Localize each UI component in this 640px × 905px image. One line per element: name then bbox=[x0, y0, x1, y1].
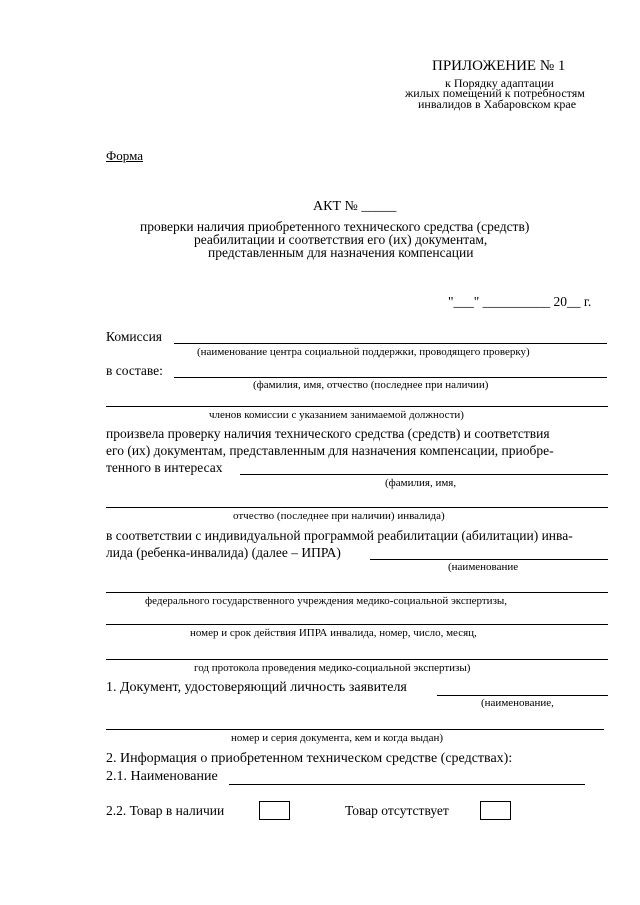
composition-caption: (фамилия, имя, отчество (последнее при наличии) bbox=[253, 379, 489, 391]
name-input-line[interactable] bbox=[229, 784, 585, 785]
ipra-caption-2: федерального государственного учреждения медико-социальной экспертизы, bbox=[145, 595, 508, 607]
ipra-text-line-2: лида (ребенка-инвалида) (далее – ИПРА) bbox=[106, 545, 341, 560]
document-input-line[interactable] bbox=[437, 695, 608, 696]
ipra-caption-1: (наименование bbox=[448, 561, 519, 573]
appendix-line-2: жилых помещений к потребностям bbox=[405, 86, 585, 100]
appendix-line-1: к Порядку адаптации bbox=[445, 76, 554, 90]
in-stock-checkbox[interactable] bbox=[259, 801, 290, 820]
act-date-field[interactable]: "___" __________ 20__ г. bbox=[448, 294, 592, 309]
ipra-caption-3: номер и срок действия ИПРА инвалида, номер, число, месяц, bbox=[190, 627, 477, 639]
composition-input-line[interactable] bbox=[174, 377, 607, 378]
form-label: Форма bbox=[106, 148, 143, 163]
ipra-caption-4: год протокола проведения медико-социальной экспертизы) bbox=[194, 662, 471, 674]
commission-caption: (наименование центра социальной поддержки, проводящего проверку) bbox=[197, 346, 530, 358]
in-stock-label: 2.2. Товар в наличии bbox=[106, 803, 225, 818]
name-label: 2.1. Наименование bbox=[106, 769, 218, 784]
ipra-input-line-2[interactable] bbox=[106, 592, 608, 593]
beneficiary-caption-2: отчество (последнее при наличии) инвалида) bbox=[233, 510, 445, 522]
ipra-input-line-4[interactable] bbox=[106, 659, 608, 660]
act-title: АКТ № _____ bbox=[313, 199, 397, 214]
appendix-title: ПРИЛОЖЕНИЕ № 1 bbox=[432, 58, 566, 74]
act-subtitle-3: представленным для назначения компенсации bbox=[208, 245, 474, 260]
composition-label: в составе: bbox=[106, 363, 163, 378]
act-subtitle-1: проверки наличия приобретенного технического средства (средств) bbox=[140, 219, 530, 234]
act-subtitle-2: реабилитации и соответствия его (их) документам, bbox=[194, 232, 488, 247]
missing-label: Товар отсутствует bbox=[345, 803, 449, 818]
commission-label: Комиссия bbox=[106, 329, 163, 344]
document-input-line-2[interactable] bbox=[106, 729, 604, 730]
commission-input-line[interactable] bbox=[174, 343, 607, 344]
document-label: 1. Документ, удостоверяющий личность заявителя bbox=[106, 680, 407, 695]
ipra-input-line-3[interactable] bbox=[106, 624, 608, 625]
check-text-line-1: произвела проверку наличия технического средства (средств) и соответствия bbox=[106, 426, 550, 441]
members-input-line[interactable] bbox=[106, 406, 608, 407]
beneficiary-input-line-2[interactable] bbox=[106, 507, 608, 508]
members-caption: членов комиссии с указанием занимаемой должности) bbox=[209, 409, 464, 421]
appendix-line-3: инвалидов в Хабаровском крае bbox=[418, 97, 577, 111]
check-text-line-3: тенного в интересах bbox=[106, 460, 223, 475]
document-caption-2: номер и серия документа, кем и когда выдан) bbox=[231, 732, 444, 744]
document-caption-1: (наименование, bbox=[481, 697, 554, 709]
check-text-line-2: его (их) документам, представленным для назначения компенсации, приобре- bbox=[106, 443, 554, 458]
ipra-input-line[interactable] bbox=[370, 559, 608, 560]
info-title: 2. Информация о приобретенном техническом средстве (средствах): bbox=[106, 751, 513, 766]
beneficiary-input-line[interactable] bbox=[240, 474, 608, 475]
beneficiary-caption-1: (фамилия, имя, bbox=[385, 477, 457, 489]
missing-checkbox[interactable] bbox=[480, 801, 511, 820]
ipra-text-line-1: в соответствии с индивидуальной программой реабилитации (абилитации) инва- bbox=[106, 528, 573, 543]
